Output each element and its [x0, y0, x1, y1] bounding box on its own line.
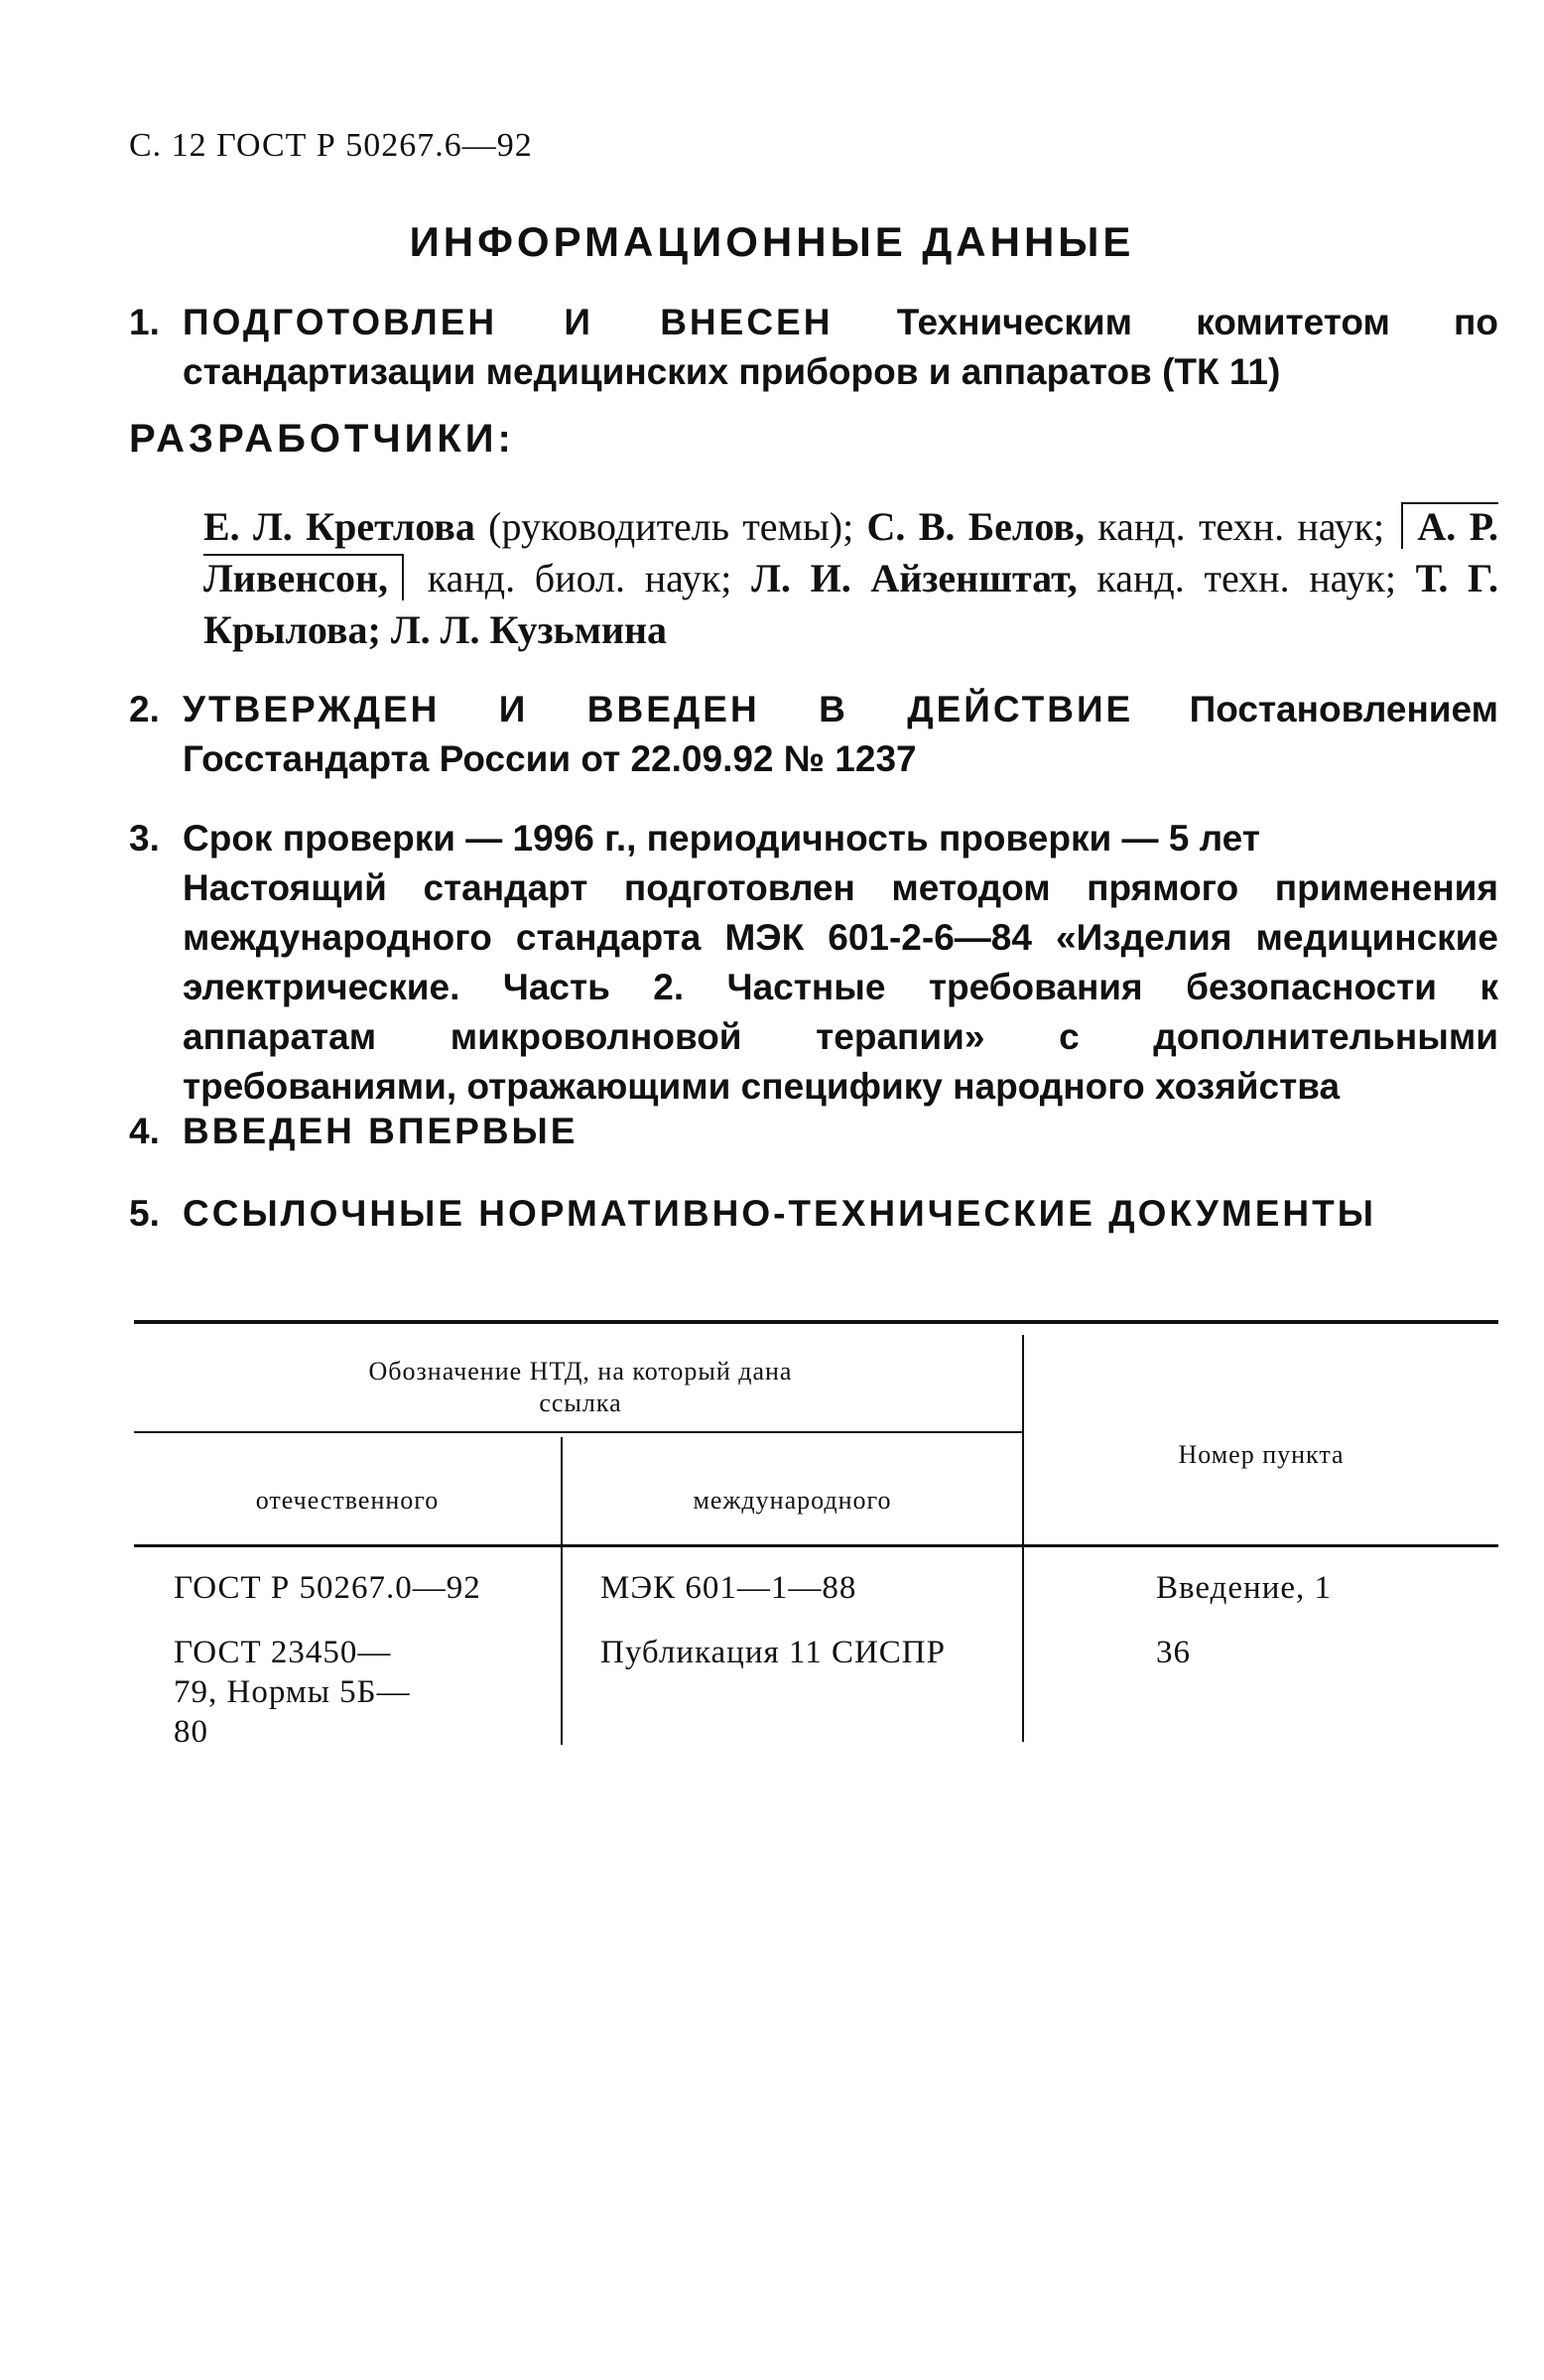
developer-1-role: (руководитель темы);	[488, 504, 854, 549]
table-row-1-clause: Введение, 1	[1156, 1570, 1333, 1606]
developer-2-role: канд. техн. наук;	[1097, 504, 1385, 549]
developer-5-name: Т. Г. Крылова; Л. Л. Кузьмина	[203, 556, 1498, 652]
item-3	[129, 814, 1498, 1112]
table-top-rule	[134, 1320, 1498, 1324]
developer-1-name: Е. Л. Кретлова	[203, 504, 475, 549]
item-1-number: 1.	[129, 302, 160, 342]
table-row-2-international: Публикация 11 СИСПР	[600, 1635, 946, 1670]
developers-heading: РАЗРАБОТЧИКИ:	[129, 417, 515, 461]
table-group-rule	[134, 1431, 1022, 1433]
table-row-2-clause: 36	[1156, 1635, 1191, 1670]
item-4-number: 4.	[129, 1111, 160, 1151]
item-5	[129, 1189, 1498, 1239]
developer-4-role: канд. техн. наук;	[1096, 556, 1396, 600]
table-col-clause: Номер пункта	[1178, 1440, 1345, 1469]
developers-list	[203, 501, 1498, 656]
item-2-text: Постановлением Госстандарта России от 22.09.92 № 1237	[183, 689, 1498, 779]
table-divider-intl	[561, 1437, 563, 1745]
item-3-text: Настоящий стандарт подготовлен методом прямого применения международного стандарта МЭК 601-2-6—84 «Изделия медицинские электрические. Часть 2. Частные требования безопасности к аппаратам микроволновой терапии» с дополнительными требованиями, отражающими специфику народного хозяйства	[183, 867, 1498, 1107]
item-5-number: 5.	[129, 1193, 160, 1234]
table-group-header: Обозначение НТД, на который дана ссылка	[368, 1357, 793, 1417]
table-divider-clause	[1022, 1335, 1024, 1742]
table-header-rule	[134, 1544, 1498, 1547]
item-2-lead: УТВЕРЖДЕН И ВВЕДЕН В ДЕЙСТВИЕ	[183, 689, 1134, 729]
item-4	[129, 1107, 1498, 1156]
item-1	[129, 298, 1498, 397]
reference-table	[134, 1320, 1498, 1757]
developer-3-name: А. Р. Ливенсон,	[203, 504, 1499, 600]
table-col-international: международного	[693, 1486, 892, 1515]
item-3-number: 3.	[129, 818, 160, 859]
running-head: С. 12 ГОСТ Р 50267.6—92	[129, 127, 533, 164]
table-col-domestic: отечественного	[255, 1486, 440, 1515]
item-2	[129, 685, 1498, 784]
table-row-2-domestic: ГОСТ 23450—79, Нормы 5Б—80	[174, 1635, 411, 1750]
developer-3-role: канд. биол. наук;	[427, 556, 732, 600]
item-5-text: ССЫЛОЧНЫЕ НОРМАТИВНО-ТЕХНИЧЕСКИЕ ДОКУМЕНТЫ	[183, 1193, 1376, 1234]
table-row-1-international: МЭК 601—1—88	[600, 1570, 857, 1606]
developer-2-name: С. В. Белов,	[866, 504, 1085, 549]
table-row-1-domestic: ГОСТ Р 50267.0—92	[174, 1570, 481, 1606]
developer-4-name: Л. И. Айзенштат,	[751, 556, 1078, 600]
item-4-text: ВВЕДЕН ВПЕРВЫЕ	[183, 1111, 579, 1151]
item-1-lead: ПОДГОТОВЛЕН И ВНЕСЕН	[183, 302, 834, 342]
item-2-number: 2.	[129, 689, 160, 729]
item-1-text: Техническим комитетом по стандартизации медицинских приборов и аппаратов (ТК 11)	[183, 302, 1498, 392]
item-3-review-term: Срок проверки — 1996 г., периодичность проверки — 5 лет	[183, 818, 1260, 859]
page-title: ИНФОРМАЦИОННЫЕ ДАННЫЕ	[409, 218, 1135, 265]
